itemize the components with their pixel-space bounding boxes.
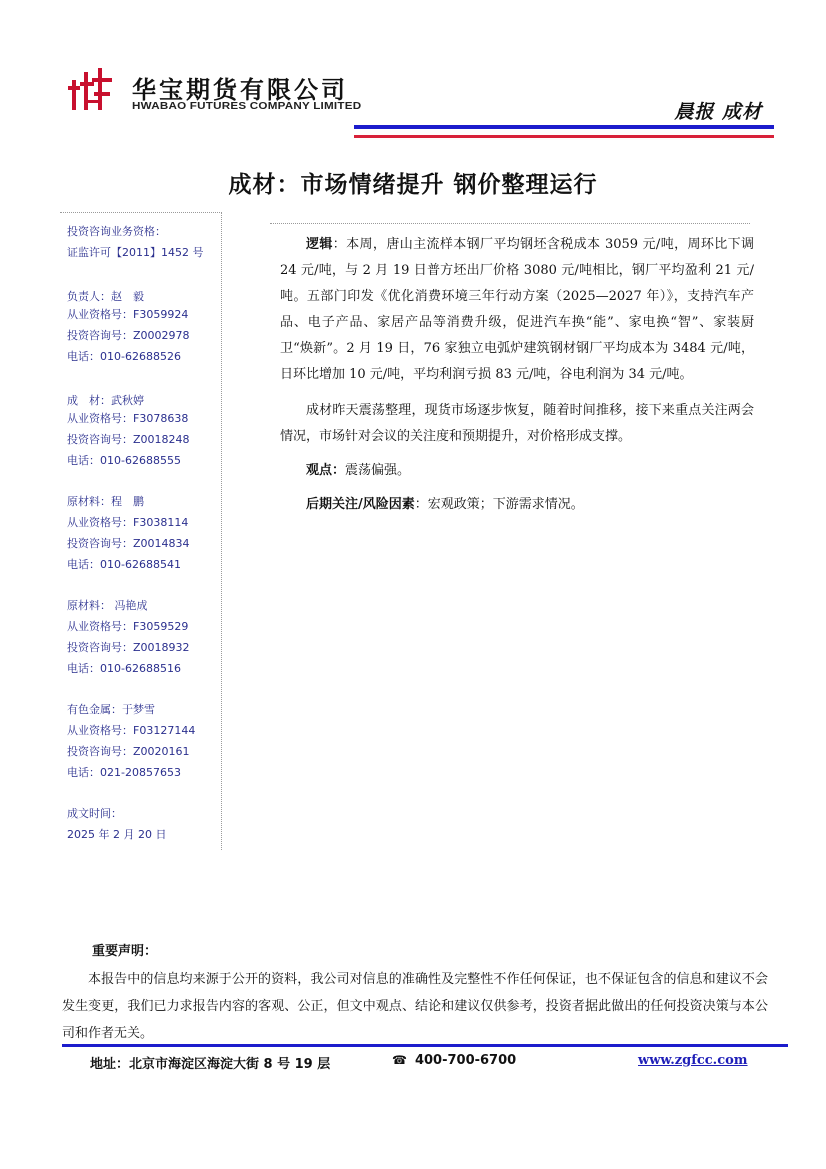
date-value: 2025 年 2 月 20 日 (67, 828, 167, 841)
footer-website-link[interactable]: www.zgfcc.com (638, 1053, 748, 1068)
view-label: 观点： (306, 463, 346, 478)
analyst-role: 原材料： 冯艳成 (67, 599, 148, 612)
market-paragraph: 成材昨天震荡整理，现货市场逐步恢复，随着时间推移，接下来重点关注两会情况，市场针对会议的关注度和预期提升，对价格形成支撑。 (280, 403, 754, 444)
view-paragraph (280, 458, 754, 484)
analyst-advisor-id: 投资咨询号：Z0002978 (67, 329, 190, 342)
date-label: 成文时间： (67, 807, 122, 820)
qualification-value: 证监许可【2011】1452 号 (67, 246, 204, 259)
qualification-label: 投资咨询业务资格： (67, 225, 166, 238)
footer-rule (62, 1044, 788, 1047)
footer-phone (392, 1053, 516, 1068)
analyst-role: 成 材：武秋婷 (67, 394, 144, 407)
page-title: 成材：市场情绪提升 钢价整理运行 (228, 172, 598, 198)
report-body (280, 232, 754, 518)
analyst-advisor-id: 投资咨询号：Z0014834 (67, 537, 190, 550)
view-text: 震荡偏强。 (345, 463, 411, 478)
logic-label: 逻辑 (306, 237, 333, 252)
analyst-phone: 电话：021-20857653 (67, 766, 181, 779)
disclaimer-body: 本报告中的信息均来源于公开的资料，我公司对信息的准确性及完整性不作任何保证，也不保证包含的信息和建议不会发生变更，我们已力求报告内容的客观、公正，但文中观点、结论和建议仅供参考，投资者据此做出的任何投资决策与本公司和作者无关。 (62, 972, 768, 1041)
analyst-phone: 电话：010-62688541 (67, 558, 181, 571)
analyst-role: 原材料：程 鹏 (67, 495, 144, 508)
analyst-advisor-id: 投资咨询号：Z0018932 (67, 641, 190, 654)
telephone-icon: ☎ (392, 1053, 407, 1067)
footer-address: 地址：北京市海淀区海淀大街 8 号 19 层 (90, 1057, 331, 1072)
analyst-license: 从业资格号：F3038114 (67, 516, 189, 529)
analyst-advisor-id: 投资咨询号：Z0020161 (67, 745, 190, 758)
header-rule-blue (354, 125, 774, 129)
company-name-en: HWABAO FUTURES COMPANY LIMITED (132, 101, 362, 112)
hwabao-logo-icon (68, 68, 114, 114)
analyst-role: 有色金属：于梦雪 (67, 703, 155, 716)
analyst-phone: 电话：010-62688526 (67, 350, 181, 363)
analyst-license: 从业资格号：F3078638 (67, 412, 189, 425)
content-divider (270, 223, 750, 224)
analyst-advisor-id: 投资咨询号：Z0018248 (67, 433, 190, 446)
risk-paragraph (280, 492, 754, 518)
analyst-license: 从业资格号：F03127144 (67, 724, 196, 737)
analyst-phone: 电话：010-62688555 (67, 454, 181, 467)
footer-phone-number: 400-700-6700 (414, 1053, 517, 1068)
risk-label: 后期关注/风险因素 (306, 497, 415, 512)
disclaimer-title: 重要声明： (92, 944, 158, 959)
analyst-phone: 电话：010-62688516 (67, 662, 181, 675)
risk-text: ：宏观政策；下游需求情况。 (414, 497, 584, 512)
logic-text: ：本周，唐山主流样本钢厂平均钢坯含税成本 3059 元/吨，周环比下调 24 元/吨，与 2 月 19 日普方坯出厂价格 3080 元/吨相比，钢厂平均盈利 21 元/吨。五部门印发《优化消费环境三年行动方案（2025—2027 年）》，支持汽车产品、电子产品、家居产品等消费升级，促进汽车换“能”、家电换“智”、家装厨卫“焕新”。2 月 19 日，76 家独立电弧炉建筑钢材钢厂平均成本为 3484 元/吨，日环比增加 10 元/吨，平均利润亏损 83 元/吨，谷电利润为 34 元/吨。 (280, 237, 754, 382)
logic-paragraph (280, 232, 754, 388)
analyst-sidebar (60, 212, 222, 850)
analyst-role: 负责人：赵 毅 (67, 290, 144, 303)
header-rule-red (354, 135, 774, 138)
report-label: 晨报 成材 (674, 101, 762, 123)
analyst-license: 从业资格号：F3059529 (67, 620, 189, 633)
analyst-license: 从业资格号：F3059924 (67, 308, 189, 321)
company-name-cn: 华宝期货有限公司 (132, 76, 348, 104)
